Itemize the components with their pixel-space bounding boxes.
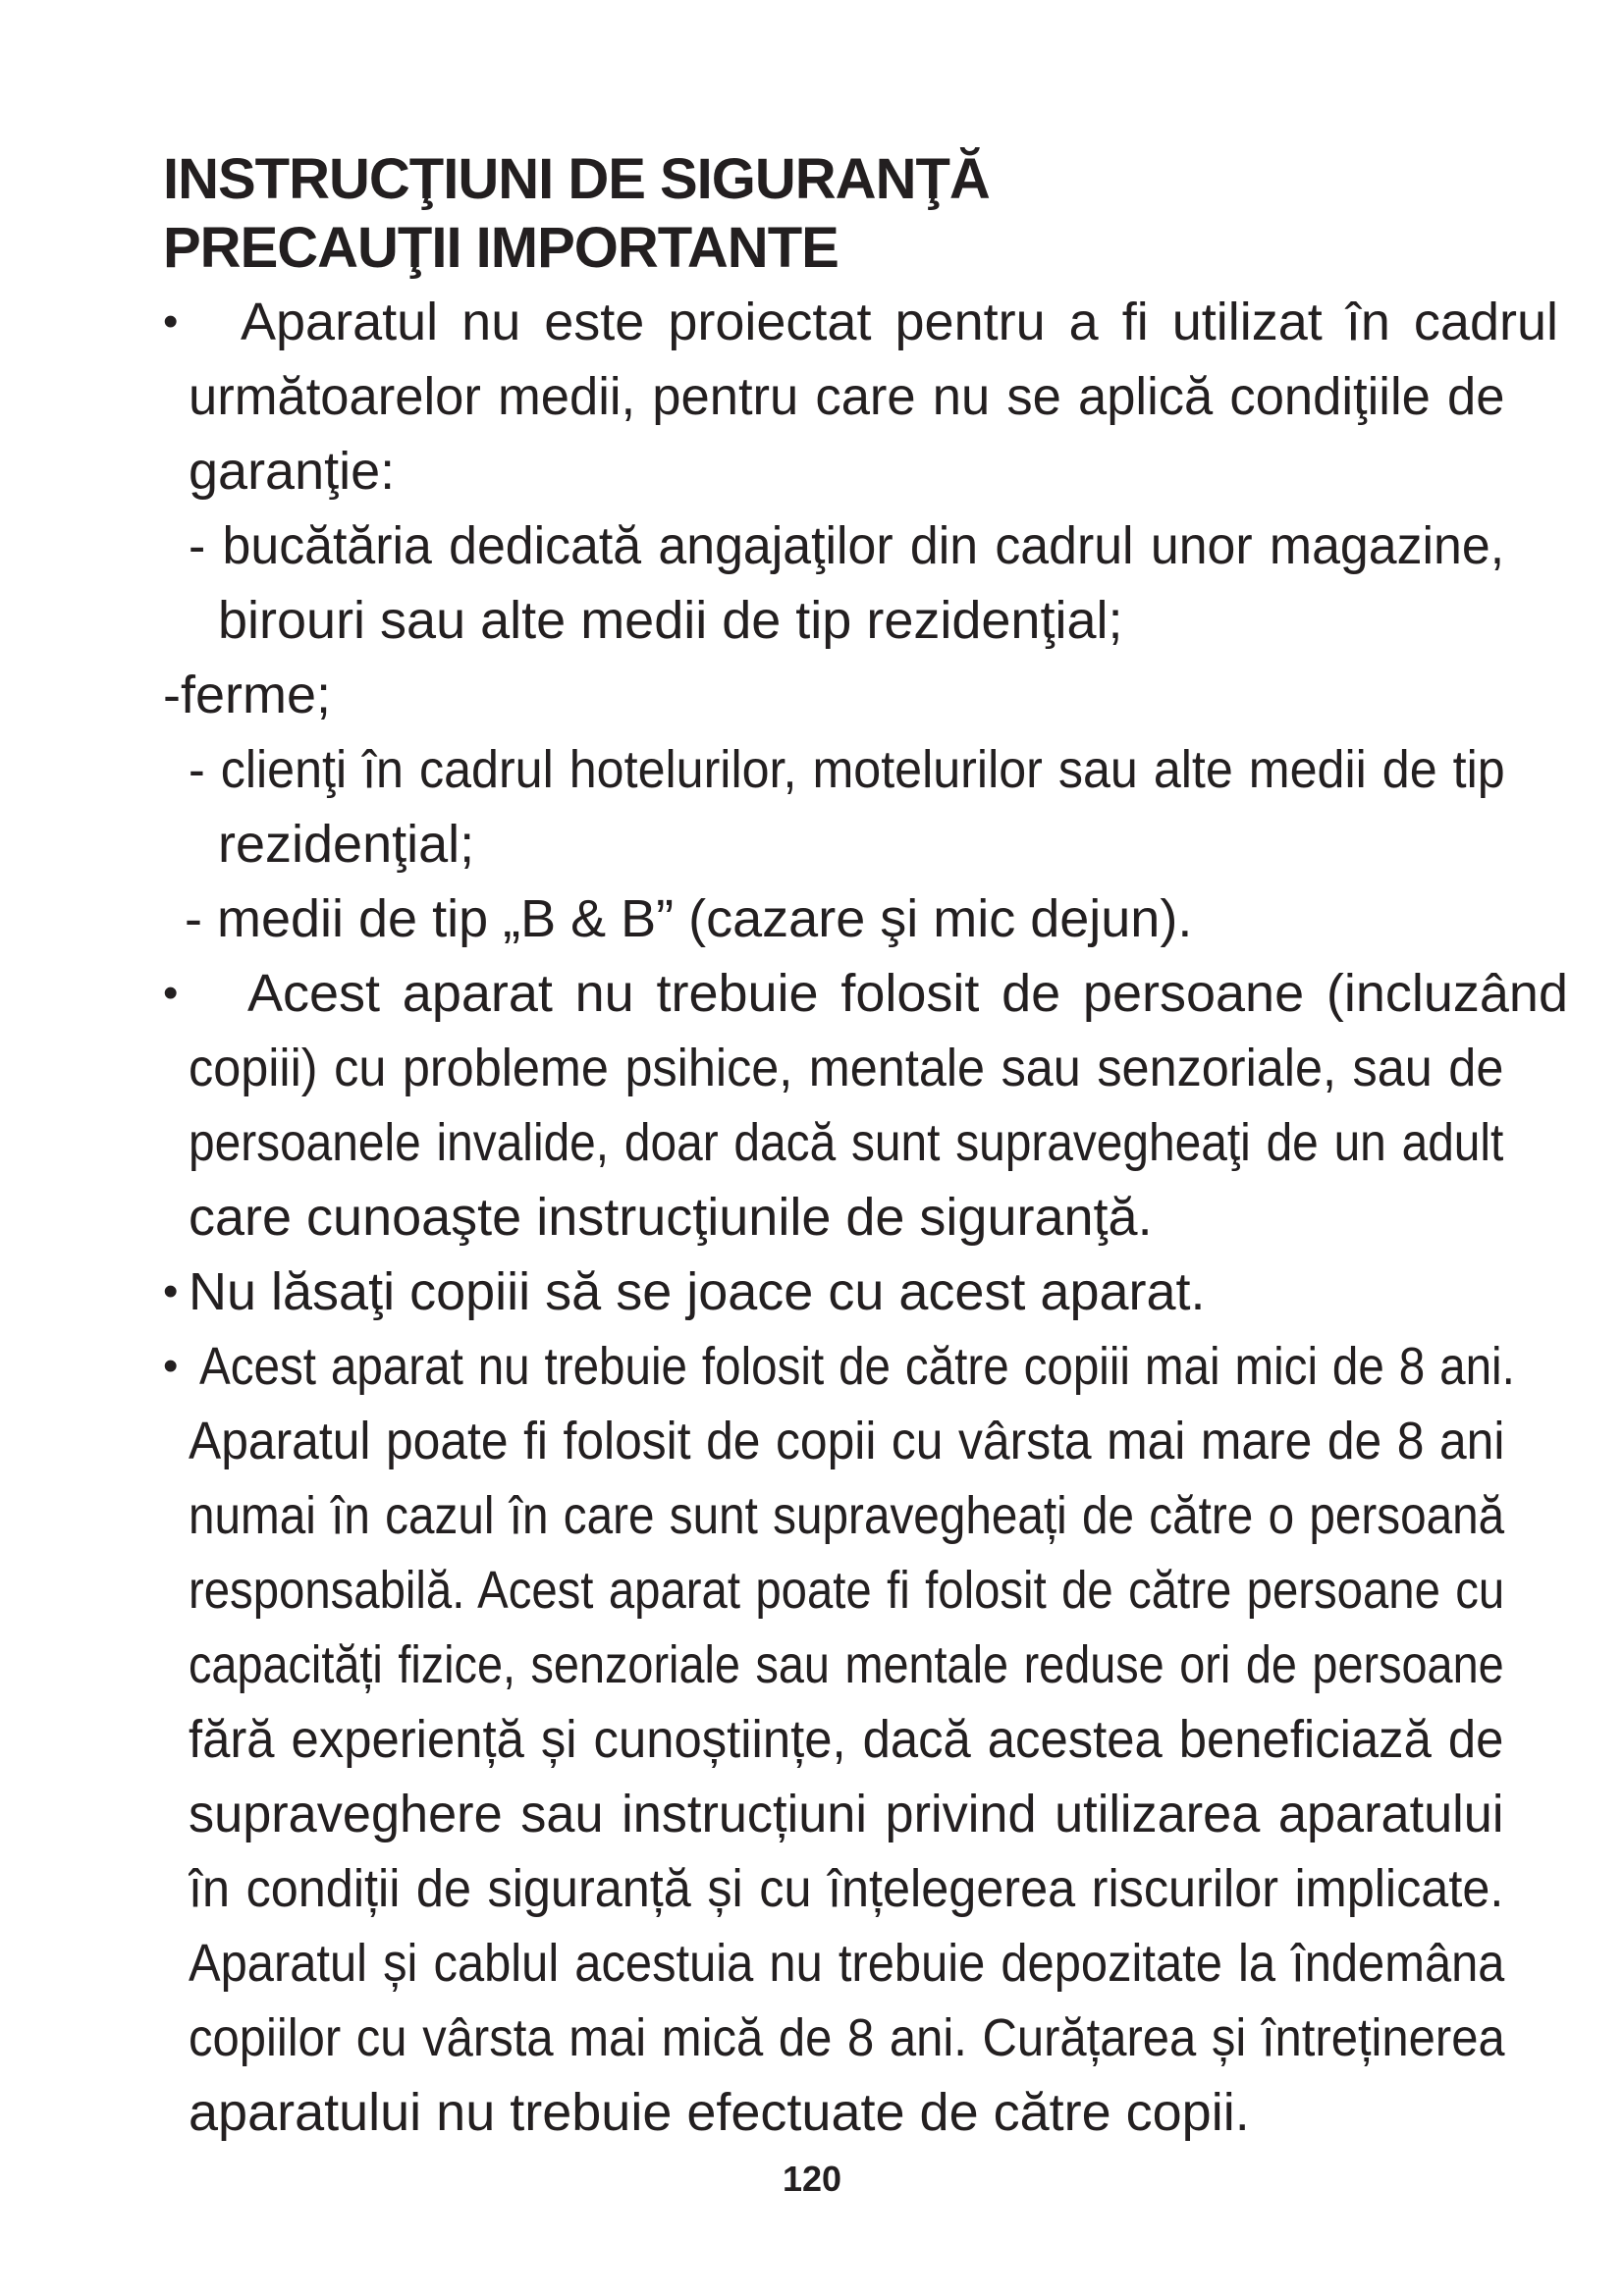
paragraph-4-line-7: supraveghere sau instrucțiuni privind utilizarea aparatului — [189, 1785, 1504, 1843]
paragraph-4-line-11: aparatului nu trebuie efectuate de către copii. — [189, 2083, 1250, 2142]
paragraph-4-line-3: numai în cazul în care sunt supravegheați de către o persoană — [189, 1486, 1505, 1545]
bullet-4: • — [163, 1342, 179, 1390]
section-title: INSTRUCŢIUNI DE SIGURANŢĂ — [163, 147, 990, 211]
paragraph-1-line-1: Aparatul nu este proiectat pentru a fi utilizat în cadrul — [241, 293, 1558, 351]
sub-item-1-line-2: birouri sau alte medii de tip rezidenţial; — [218, 591, 1123, 650]
paragraph-1-line-2: următoarelor medii, pentru care nu se aplică condiţiile de — [189, 367, 1505, 426]
bullet-3: • — [163, 1267, 179, 1315]
paragraph-4-line-8: în condiții de siguranță și cu înțelegerea riscurilor implicate. — [189, 1859, 1504, 1918]
paragraph-4-line-4: responsabilă. Acest aparat poate fi folosit de către persoane cu — [189, 1561, 1505, 1620]
page-number: 120 — [782, 2159, 842, 2199]
paragraph-2-line-2: copiii) cu probleme psihice, mentale sau senzoriale, sau de — [189, 1039, 1504, 1097]
paragraph-3: Nu lăsaţi copiii să se joace cu acest aparat. — [189, 1262, 1206, 1321]
paragraph-2-line-4: care cunoaşte instrucţiunile de siguranţă. — [189, 1188, 1153, 1247]
sub-item-3-line-2: rezidenţial; — [218, 815, 475, 874]
paragraph-2-line-1: Acest aparat nu trebuie folosit de persoane (incluzând — [247, 964, 1568, 1023]
paragraph-4-line-9: Aparatul și cablul acestuia nu trebuie depozitate la îndemâna — [189, 1934, 1505, 1993]
paragraph-4-line-5: capacități fizice, senzoriale sau mentale reduse ori de persoane — [189, 1635, 1504, 1694]
paragraph-4-line-1: Acest aparat nu trebuie folosit de către copiii mai mici de 8 ani. — [199, 1337, 1515, 1396]
sub-item-2: -ferme; — [163, 666, 332, 724]
paragraph-4-line-6: fără experiență și cunoștiințe, dacă acestea beneficiază de — [189, 1710, 1504, 1769]
paragraph-4-line-2: Aparatul poate fi folosit de copii cu vârsta mai mare de 8 ani — [189, 1412, 1505, 1470]
sub-item-1-line-1: - bucătăria dedicată angajaţilor din cadrul unor magazine, — [189, 516, 1505, 575]
paragraph-2-line-3: persoanele invalide, doar dacă sunt supravegheaţi de un adult — [189, 1113, 1504, 1172]
sub-item-3-line-1: - clienţi în cadrul hotelurilor, motelurilor sau alte medii de tip — [189, 740, 1505, 799]
paragraph-1-line-3: garanţie: — [189, 442, 396, 501]
bullet-1: • — [163, 297, 179, 346]
sub-item-4: - medii de tip „B & B” (cazare şi mic dejun). — [185, 889, 1193, 948]
paragraph-4-line-10: copiilor cu vârsta mai mică de 8 ani. Curățarea și întreținerea — [189, 2008, 1505, 2067]
section-subtitle: PRECAUŢII IMPORTANTE — [163, 216, 839, 280]
bullet-2: • — [163, 969, 179, 1017]
